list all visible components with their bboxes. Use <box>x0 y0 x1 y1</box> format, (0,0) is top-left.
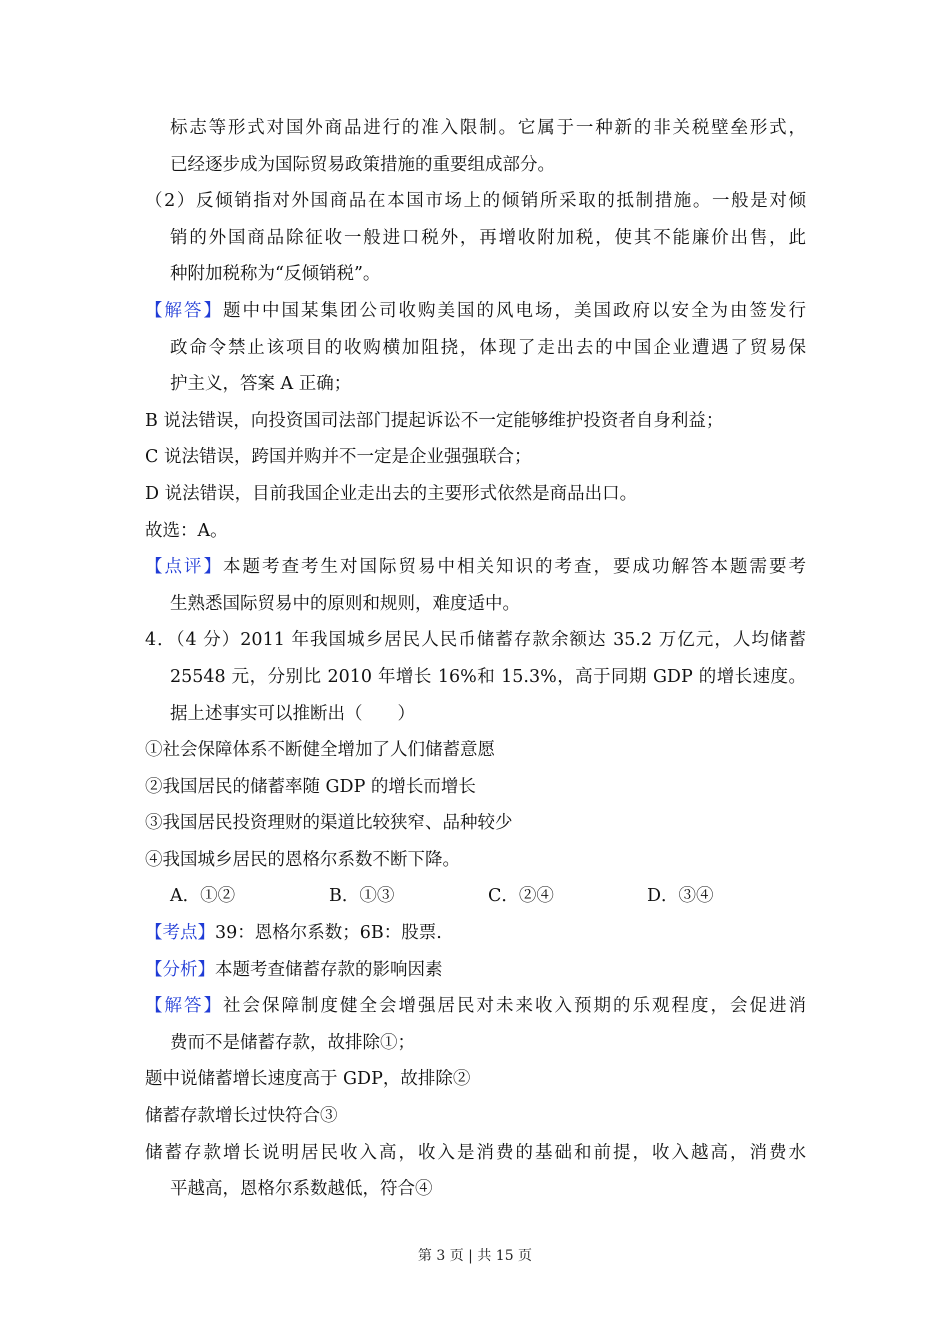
text-line: 护主义，答案 A 正确； <box>170 374 352 395</box>
option-a: A．①② <box>170 886 236 907</box>
text-line: （2）反倾销指对外国商品在本国市场上的倾销所采取的抵制措施。一般是对倾 <box>145 191 806 212</box>
fenxi-text: 本题考查储蓄存款的影响因素 <box>215 959 443 980</box>
answer-text: 题中中国某集团公司收购美国的风电场，美国政府以安全为由签发行 <box>223 300 806 321</box>
jieda-tag: 【解答】 <box>145 996 223 1017</box>
text-line: 标志等形式对国外商品进行的准入限制。它属于一种新的非关税壁垒形式， <box>170 118 806 138</box>
question-stem: 据上述事实可以推断出（ ） <box>170 703 415 724</box>
jieda-text: 社会保障制度健全会增强居民对未来收入预期的乐观程度，会促进消 <box>223 996 806 1017</box>
question-item: ③我国居民投资理财的渠道比较狭窄、品种较少 <box>145 813 513 834</box>
kaodian-line <box>145 915 806 952</box>
document-body <box>145 110 806 1208</box>
text-line: 费而不是储蓄存款，故排除①； <box>170 1032 415 1053</box>
text-line: 储蓄存款增长说明居民收入高，收入是消费的基础和前提，收入越高，消费水 <box>145 1142 806 1163</box>
text-line: 种附加税称为“反倾销税”。 <box>170 264 381 285</box>
text-line: C 说法错误，跨国并购并不一定是企业强强联合； <box>145 447 532 468</box>
comment-line <box>145 549 806 586</box>
answer-line <box>145 293 806 330</box>
text-line: 题中说储蓄增长速度高于 GDP，故排除② <box>145 1069 471 1090</box>
question-stem: 25548 元，分别比 2010 年增长 16%和 15.3%，高于同期 GDP 的增长速度。 <box>170 666 806 687</box>
question-item: ①社会保障体系不断健全增加了人们储蓄意愿 <box>145 740 495 761</box>
text-line: 故选：A。 <box>145 520 228 541</box>
question-item: ④我国城乡居民的恩格尔系数不断下降。 <box>145 849 460 870</box>
fenxi-line <box>145 952 806 989</box>
text-line: 生熟悉国际贸易中的原则和规则，难度适中。 <box>170 593 520 614</box>
option-d: D．③④ <box>647 886 714 907</box>
text-line: 政命令禁止该项目的收购横加阻挠，体现了走出去的中国企业遭遇了贸易保 <box>170 337 806 358</box>
text-line: 已经逐步成为国际贸易政策措施的重要组成部分。 <box>170 154 555 175</box>
question-item: ②我国居民的储蓄率随 GDP 的增长而增长 <box>145 776 476 797</box>
answer-tag: 【解答】 <box>145 300 223 321</box>
fenxi-tag: 【分析】 <box>145 959 215 980</box>
page-footer: 第 3 页 | 共 15 页 <box>417 1248 533 1264</box>
text-line: B 说法错误，向投资国司法部门提起诉讼不一定能够维护投资者自身利益； <box>145 410 724 431</box>
kaodian-text: 39：恩格尔系数；6B：股票. <box>215 923 442 944</box>
text-line: 平越高，恩格尔系数越低，符合④ <box>170 1179 433 1200</box>
kaodian-tag: 【考点】 <box>145 923 215 944</box>
option-b: B．①③ <box>329 886 395 907</box>
question-stem: 4．（4 分）2011 年我国城乡居民人民币储蓄存款余额达 35.2 万亿元，人均储蓄 <box>145 630 806 651</box>
comment-text: 本题考查考生对国际贸易中相关知识的考查，要成功解答本题需要考 <box>223 557 806 578</box>
comment-tag: 【点评】 <box>145 557 223 578</box>
text-line: 销的外国商品除征收一般进口税外，再增收附加税，使其不能廉价出售，此 <box>170 227 806 248</box>
text-line: D 说法错误，目前我国企业走出去的主要形式依然是商品出口。 <box>145 483 638 504</box>
jieda-line <box>145 988 806 1025</box>
answer-options <box>145 878 806 915</box>
option-c: C．②④ <box>488 886 554 907</box>
text-line: 储蓄存款增长过快符合③ <box>145 1106 338 1127</box>
